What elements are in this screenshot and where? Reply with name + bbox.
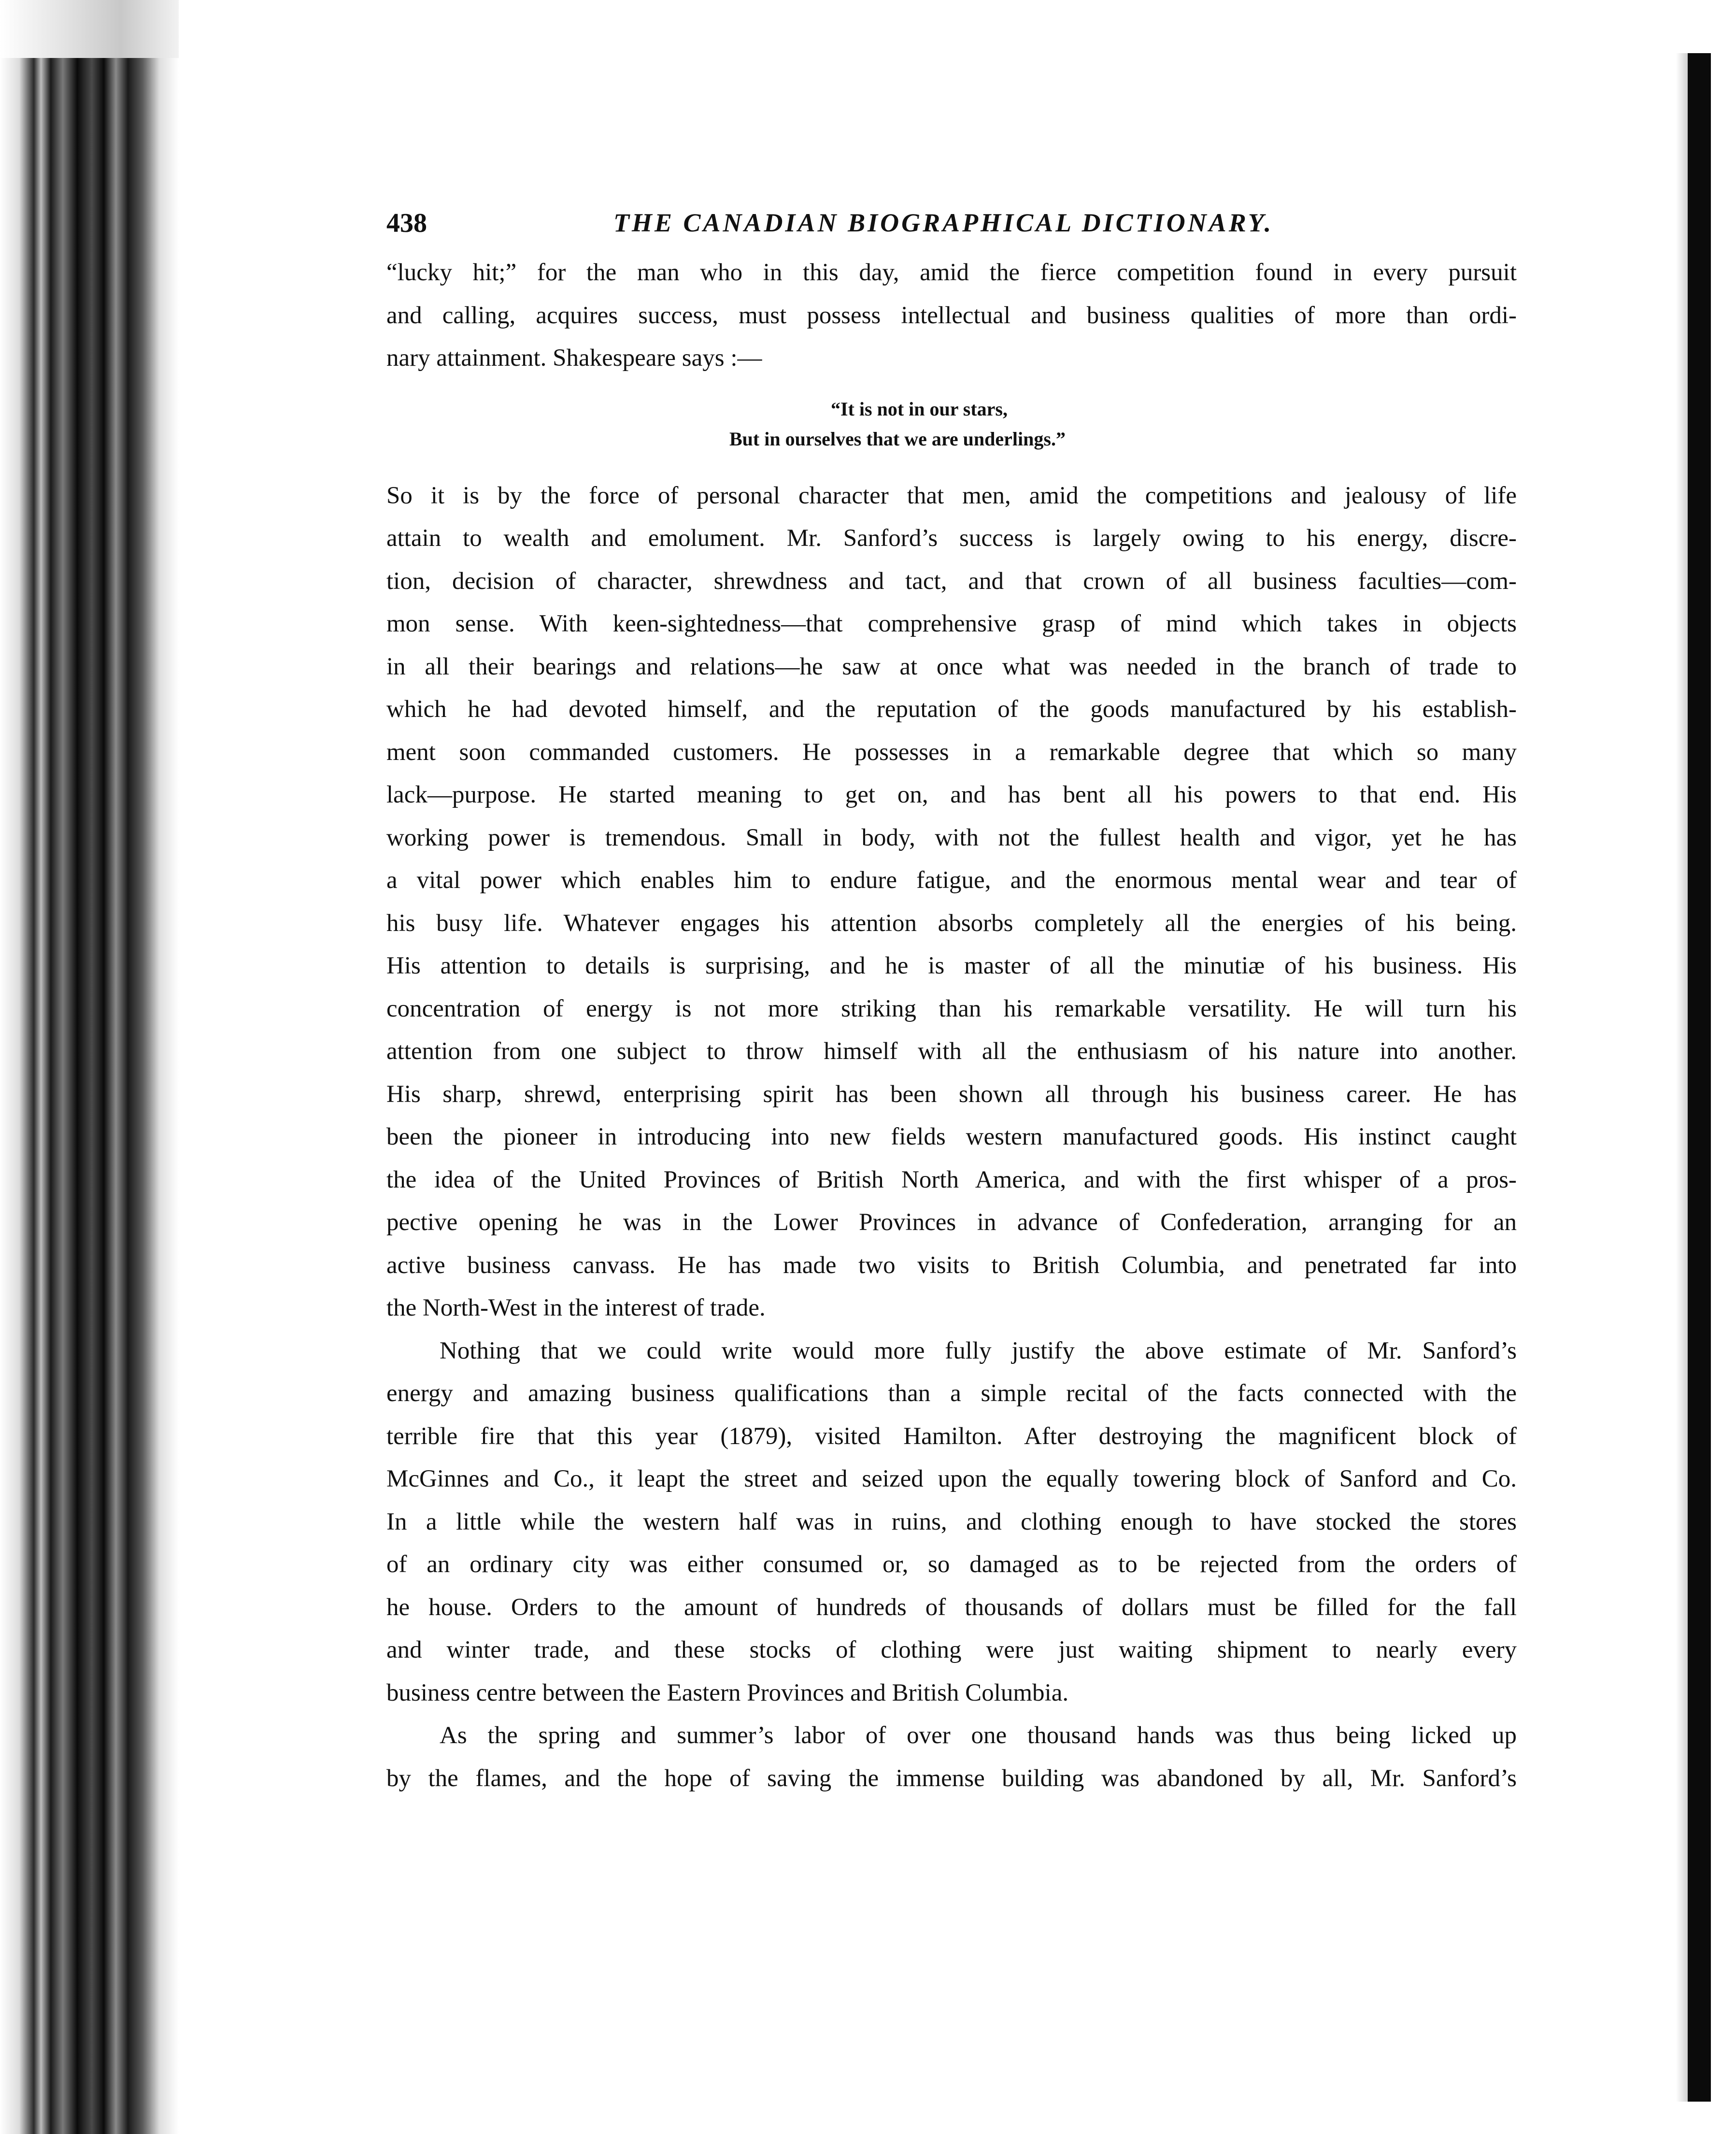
text-line: of an ordinary city was either consumed or, so damaged as to be rejected from the orders of [386, 1551, 1517, 1578]
quote-line-1: “It is not in our stars, [831, 398, 1008, 420]
text-line: terrible fire that this year (1879), visited Hamilton. After destroying the magnificent block of [386, 1422, 1517, 1450]
text-line: energy and amazing business qualifications than a simple recital of the facts connected with the [386, 1380, 1517, 1407]
text-line: His sharp, shrewd, enterprising spirit has been shown all through his business career. He has [386, 1080, 1517, 1108]
text-line: His attention to details is surprising, and he is master of all the minutiæ of his business. His [386, 952, 1517, 979]
text-line: tion, decision of character, shrewdness and tact, and that crown of all business faculties—com- [386, 567, 1517, 595]
running-head: THE CANADIAN BIOGRAPHICAL DICTIONARY. [613, 208, 1274, 237]
book-page [386, 208, 1517, 1800]
text-line: and winter trade, and these stocks of clothing were just waiting shipment to nearly every [386, 1636, 1517, 1663]
text-line: and calling, acquires success, must possess intellectual and business qualities of more than ordi- [386, 301, 1517, 329]
scan-page-edge-shade [1676, 53, 1688, 2102]
shakespeare-quote [386, 394, 1517, 454]
text-line: a vital power which enables him to endure fatigue, and the enormous mental wear and tear of [386, 867, 1517, 894]
paragraph-2 [386, 474, 1517, 1330]
text-line: “lucky hit;” for the man who in this day, amid the fierce competition found in every pursuit [386, 259, 1517, 286]
body-text [386, 251, 1517, 1800]
text-line: his busy life. Whatever engages his attention absorbs completely all the energies of his being. [386, 909, 1517, 937]
scan-page-edge-right [1688, 53, 1711, 2102]
paragraph-4 [386, 1714, 1517, 1800]
text-line: Nothing that we could write would more fully justify the above estimate of Mr. Sanford’s [440, 1337, 1517, 1364]
text-line: active business canvass. He has made two visits to British Columbia, and penetrated far into [386, 1251, 1517, 1279]
text-line: by the flames, and the hope of saving the immense building was abandoned by all, Mr. Sanford’s [386, 1764, 1517, 1792]
text-line: ment soon commanded customers. He possesses in a remarkable degree that which so many [386, 738, 1517, 766]
page-header [386, 208, 1517, 251]
scan-binding-edge [0, 58, 179, 2134]
quote-line-2: But in ourselves that we are underlings.” [729, 428, 1066, 450]
scan-binding-shadow-top [0, 0, 179, 58]
text-line: in all their bearings and relations—he saw at once what was needed in the branch of trade to [386, 653, 1517, 680]
text-line: he house. Orders to the amount of hundreds of thousands of dollars must be filled for the fall [386, 1593, 1517, 1621]
paragraph-3 [386, 1330, 1517, 1715]
text-line: concentration of energy is not more striking than his remarkable versatility. He will turn his [386, 995, 1517, 1022]
text-line: As the spring and summer’s labor of over one thousand hands was thus being licked up [440, 1722, 1517, 1749]
text-line: So it is by the force of personal character that men, amid the competitions and jealousy of life [386, 482, 1517, 509]
text-line: mon sense. With keen-sightedness—that comprehensive grasp of mind which takes in objects [386, 610, 1517, 637]
text-line: the idea of the United Provinces of British North America, and with the first whisper of a pros- [386, 1166, 1517, 1193]
paragraph-1 [386, 251, 1517, 380]
text-line: attain to wealth and emolument. Mr. Sanford’s success is largely owing to his energy, discre- [386, 525, 1517, 552]
text-line: been the pioneer in introducing into new fields western manufactured goods. His instinct caught [386, 1123, 1517, 1150]
text-line: the North-West in the interest of trade. [386, 1294, 766, 1321]
page-number: 438 [386, 208, 427, 238]
text-line: working power is tremendous. Small in body, with not the fullest health and vigor, yet he has [386, 824, 1517, 851]
text-line: business centre between the Eastern Provinces and British Columbia. [386, 1679, 1069, 1706]
text-line: In a little while the western half was in ruins, and clothing enough to have stocked the stores [386, 1508, 1517, 1535]
text-line: nary attainment. Shakespeare says :— [386, 344, 762, 372]
text-line: McGinnes and Co., it leapt the street and seized upon the equally towering block of Sanford and Co. [386, 1465, 1517, 1492]
text-line: pective opening he was in the Lower Provinces in advance of Confederation, arranging for an [386, 1209, 1517, 1236]
text-line: attention from one subject to throw himself with all the enthusiasm of his nature into another. [386, 1038, 1517, 1065]
text-line: lack—purpose. He started meaning to get on, and has bent all his powers to that end. His [386, 781, 1517, 808]
text-line: which he had devoted himself, and the reputation of the goods manufactured by his establish- [386, 696, 1517, 723]
